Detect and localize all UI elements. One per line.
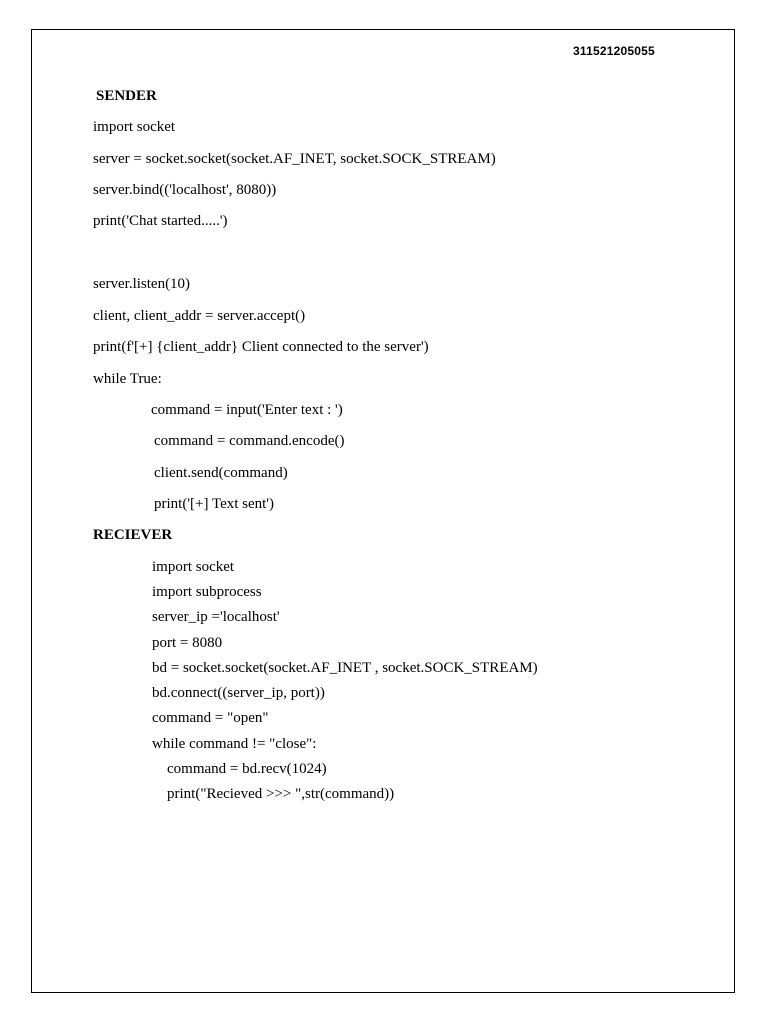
receiver-code-line: command = bd.recv(1024) <box>167 761 327 777</box>
receiver-code-line: bd = socket.socket(socket.AF_INET , socket.SOCK_STREAM) <box>152 660 538 676</box>
roll-number: 311521205055 <box>573 44 655 58</box>
receiver-code-line: command = "open" <box>152 710 269 726</box>
sender-code-line: server = socket.socket(socket.AF_INET, socket.SOCK_STREAM) <box>93 151 496 167</box>
sender-code-line: print('[+] Text sent') <box>154 496 275 512</box>
sender-heading: SENDER <box>96 88 157 104</box>
receiver-heading: RECIEVER <box>93 527 173 543</box>
sender-code-line: import socket <box>93 119 176 135</box>
sender-code-line: while True: <box>93 371 162 387</box>
sender-code-line: server.listen(10) <box>93 276 191 292</box>
receiver-code-line: import subprocess <box>152 584 262 600</box>
page-border <box>31 29 735 993</box>
sender-code-line: server.bind(('localhost', 8080)) <box>93 182 277 198</box>
receiver-code-line: print("Recieved >>> ",str(command)) <box>167 786 395 802</box>
sender-code-line: command = input('Enter text : ') <box>151 402 343 418</box>
receiver-code-line: bd.connect((server_ip, port)) <box>152 685 325 701</box>
receiver-code-line: while command != "close": <box>152 736 317 752</box>
sender-code-line: print('Chat started.....') <box>93 213 228 229</box>
sender-code-line: client, client_addr = server.accept() <box>93 308 306 324</box>
receiver-code-line: server_ip ='localhost' <box>152 609 280 625</box>
sender-code-line: client.send(command) <box>154 465 288 481</box>
sender-code-line: command = command.encode() <box>154 433 345 449</box>
sender-code-line: print(f'[+] {client_addr} Client connected to the server') <box>93 339 429 355</box>
receiver-code-line: port = 8080 <box>152 635 223 651</box>
receiver-code-line: import socket <box>152 559 235 575</box>
